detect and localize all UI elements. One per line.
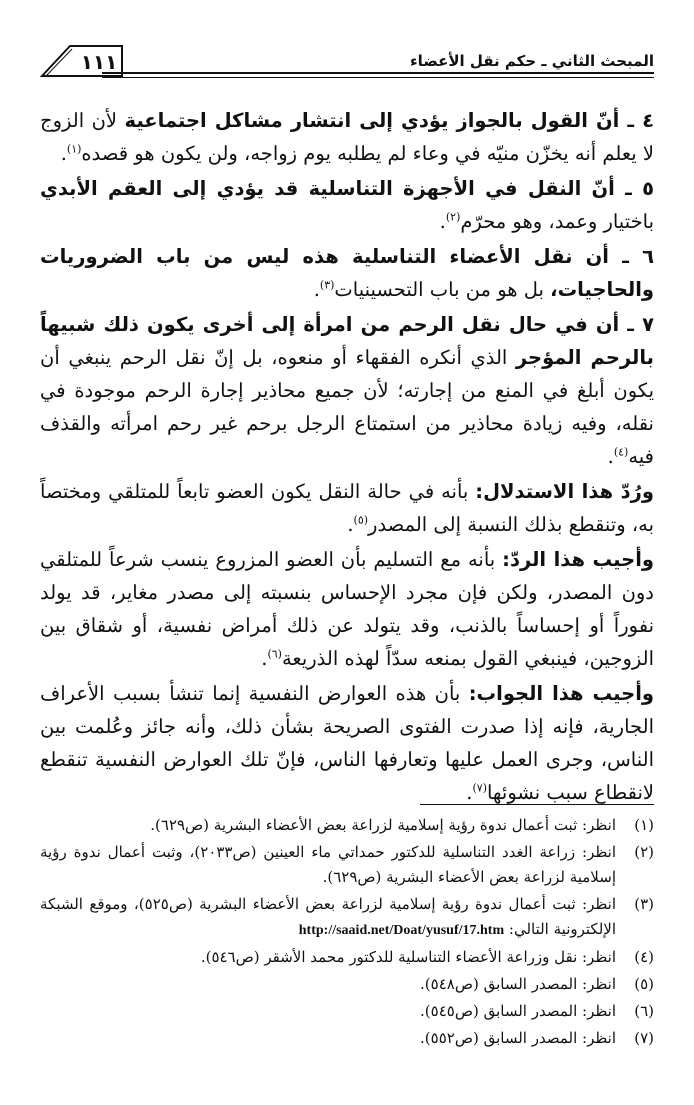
- paragraph-text: بل هو من باب التحسينيات: [334, 278, 551, 301]
- header-rule: [102, 72, 654, 74]
- paragraph-text: لأن الزوج لا يعلم أنه يخزّن منيّه في وعاء لم يطلبه يوم زواجه، ولن يكون هو قصده: [40, 109, 654, 165]
- paragraph-heading: ٧ ـ أن في حال نقل الرحم من امرأة إلى أخرى يكون ذلك شبيهاً بالرحم المؤجر: [40, 313, 654, 369]
- paragraph-5: [40, 172, 654, 238]
- footnote-number: (٧): [634, 1029, 654, 1047]
- paragraph-text: بأنه مع التسليم بأن العضو المزروع ينسب شرعاً للمتلقي دون المصدر، ولكن فإن مجرد الإحساس بنسبته إلى مصدر مغاير، قد يولد نفوراً أو إحساساً بالذنب، وقد يتولد عن ذلك أمراض نفسية، أو شقاق بين الزوجين، فينبغي القول بمنعه سدّاً لهذه الذريعة: [40, 548, 654, 670]
- footnote-ref: (٢): [445, 210, 461, 224]
- page-header: [40, 44, 654, 84]
- paragraph-end: .: [466, 781, 473, 804]
- footnote-number: (٦): [634, 1002, 654, 1020]
- footnote-item: [40, 1026, 654, 1051]
- paragraph-text: بأنه في حالة النقل يكون العضو تابعاً للمتلقي ومختصاً به، وتنقطع بذلك النسبة إلى المصدر: [40, 480, 654, 536]
- footnote-ref: (٣): [319, 278, 335, 292]
- paragraph-heading: ٥ ـ أنّ النقل في الأجهزة التناسلية قد يؤدي إلى العقم الأبدي: [40, 177, 654, 200]
- paragraph-4: [40, 104, 654, 170]
- paragraph-end: .: [607, 445, 614, 468]
- footnote-ref: (٧): [472, 781, 487, 795]
- footnote-text: انظر: ثبت أعمال ندوة رؤية إسلامية لزراعة بعض الأعضاء البشرية (ص٦٢٩).: [150, 816, 616, 834]
- paragraph-text: الذي أنكره الفقهاء أو منعوه، بل إنّ نقل الرحم ينبغي أن يكون أبلغ في المنع من إجارته؛ لأن جميع محاذير إجارة الرحم موجودة في نقله، وفيه زيادة محاذير من استمتاع الرجل برحم غير رحم امرأته والقذف فيه: [40, 346, 654, 468]
- footnote-text: انظر: المصدر السابق (ص٥٤٨).: [420, 975, 616, 993]
- footnote-item: [40, 972, 654, 997]
- paragraph-heading: وأجيب هذا الجواب:: [468, 682, 654, 705]
- paragraph-text: بأن هذه العوارض النفسية إنما تنشأ بسبب الأعراف الجارية، فإنه إذا صدرت الفتوى الصريحة بشأن ذلك، وأنه جائز وعُلمت بين الناس، وجرى العمل عليها وتعارفها الناس، فإنّ تلك العوارض النفسية تنقطع لانقطاع سبب نشوئها: [40, 682, 654, 804]
- footnote-ref: (٥): [353, 513, 369, 527]
- footnote-text-with-url: [40, 892, 616, 943]
- paragraph-heading: ٦ ـ أن نقل الأعضاء التناسلية هذه ليس من باب الضروريات والحاجيات،: [40, 245, 654, 301]
- paragraph-end: .: [439, 210, 446, 233]
- footnote-ref: (١): [66, 142, 82, 156]
- footnote-text: انظر: نقل وزراعة الأعضاء التناسلية للدكتور محمد الأشقر (ص٥٤٦).: [200, 948, 616, 966]
- footnote-text: انظر: المصدر السابق (ص٥٥٢).: [420, 1029, 616, 1047]
- paragraph-heading: ٤ ـ أنّ القول بالجواز يؤدي إلى انتشار مشاكل اجتماعية: [124, 109, 654, 132]
- paragraph-text: باختيار وعمد، وهو محرّم: [460, 210, 654, 233]
- footnote-ref: (٤): [613, 445, 629, 459]
- footnote-text: انظر: ثبت أعمال ندوة رؤية إسلامية لزراعة بعض الأعضاء البشرية (ص٥٢٥)، وموقع الشبكة الإلكترونية التالي:: [40, 895, 616, 938]
- paragraph-heading: وأجيب هذا الردّ:: [502, 548, 655, 571]
- footnote-item: [40, 945, 654, 970]
- footnote-item: [40, 840, 654, 890]
- footnote-item: [40, 999, 654, 1024]
- footnotes: [40, 813, 654, 1053]
- footnote-item: [40, 813, 654, 838]
- paragraph-end: .: [347, 513, 354, 536]
- objection-paragraph: [40, 475, 654, 541]
- paragraph-end: .: [60, 142, 67, 165]
- footnote-url-link[interactable]: http://saaid.net/Doat/yusuf/17.htm: [298, 923, 505, 938]
- footnote-separator: [420, 804, 654, 805]
- paragraph-end: .: [313, 278, 320, 301]
- footnote-item: [40, 892, 654, 943]
- footnote-number: (٢): [634, 843, 654, 861]
- footnote-number: (٥): [634, 975, 654, 993]
- reply-paragraph: [40, 543, 654, 675]
- paragraph-end: .: [261, 647, 268, 670]
- footnote-number: (١): [634, 816, 654, 834]
- paragraph-heading: ورُدّ هذا الاستدلال:: [475, 480, 654, 503]
- running-header-title: المبحث الثاني ـ حكم نقل الأعضاء: [410, 52, 654, 70]
- header-rule-thin: [102, 77, 654, 78]
- main-text: [40, 104, 654, 811]
- paragraph-6: [40, 240, 654, 306]
- footnote-number: (٤): [634, 948, 654, 966]
- paragraph-7: [40, 308, 654, 473]
- footnote-text: انظر: المصدر السابق (ص٥٤٥).: [420, 1002, 616, 1020]
- footnote-text: انظر: زراعة الغدد التناسلية للدكتور حمداتي ماء العينين (ص٢٠٣٣)، وثبت أعمال ندوة رؤية إسلامية لزراعة بعض الأعضاء البشرية (ص٦٢٩).: [40, 843, 617, 886]
- answer-paragraph: [40, 677, 654, 809]
- footnote-number: (٣): [634, 895, 654, 913]
- page-number: ١١١: [80, 50, 118, 74]
- footnote-ref: (٦): [267, 647, 282, 661]
